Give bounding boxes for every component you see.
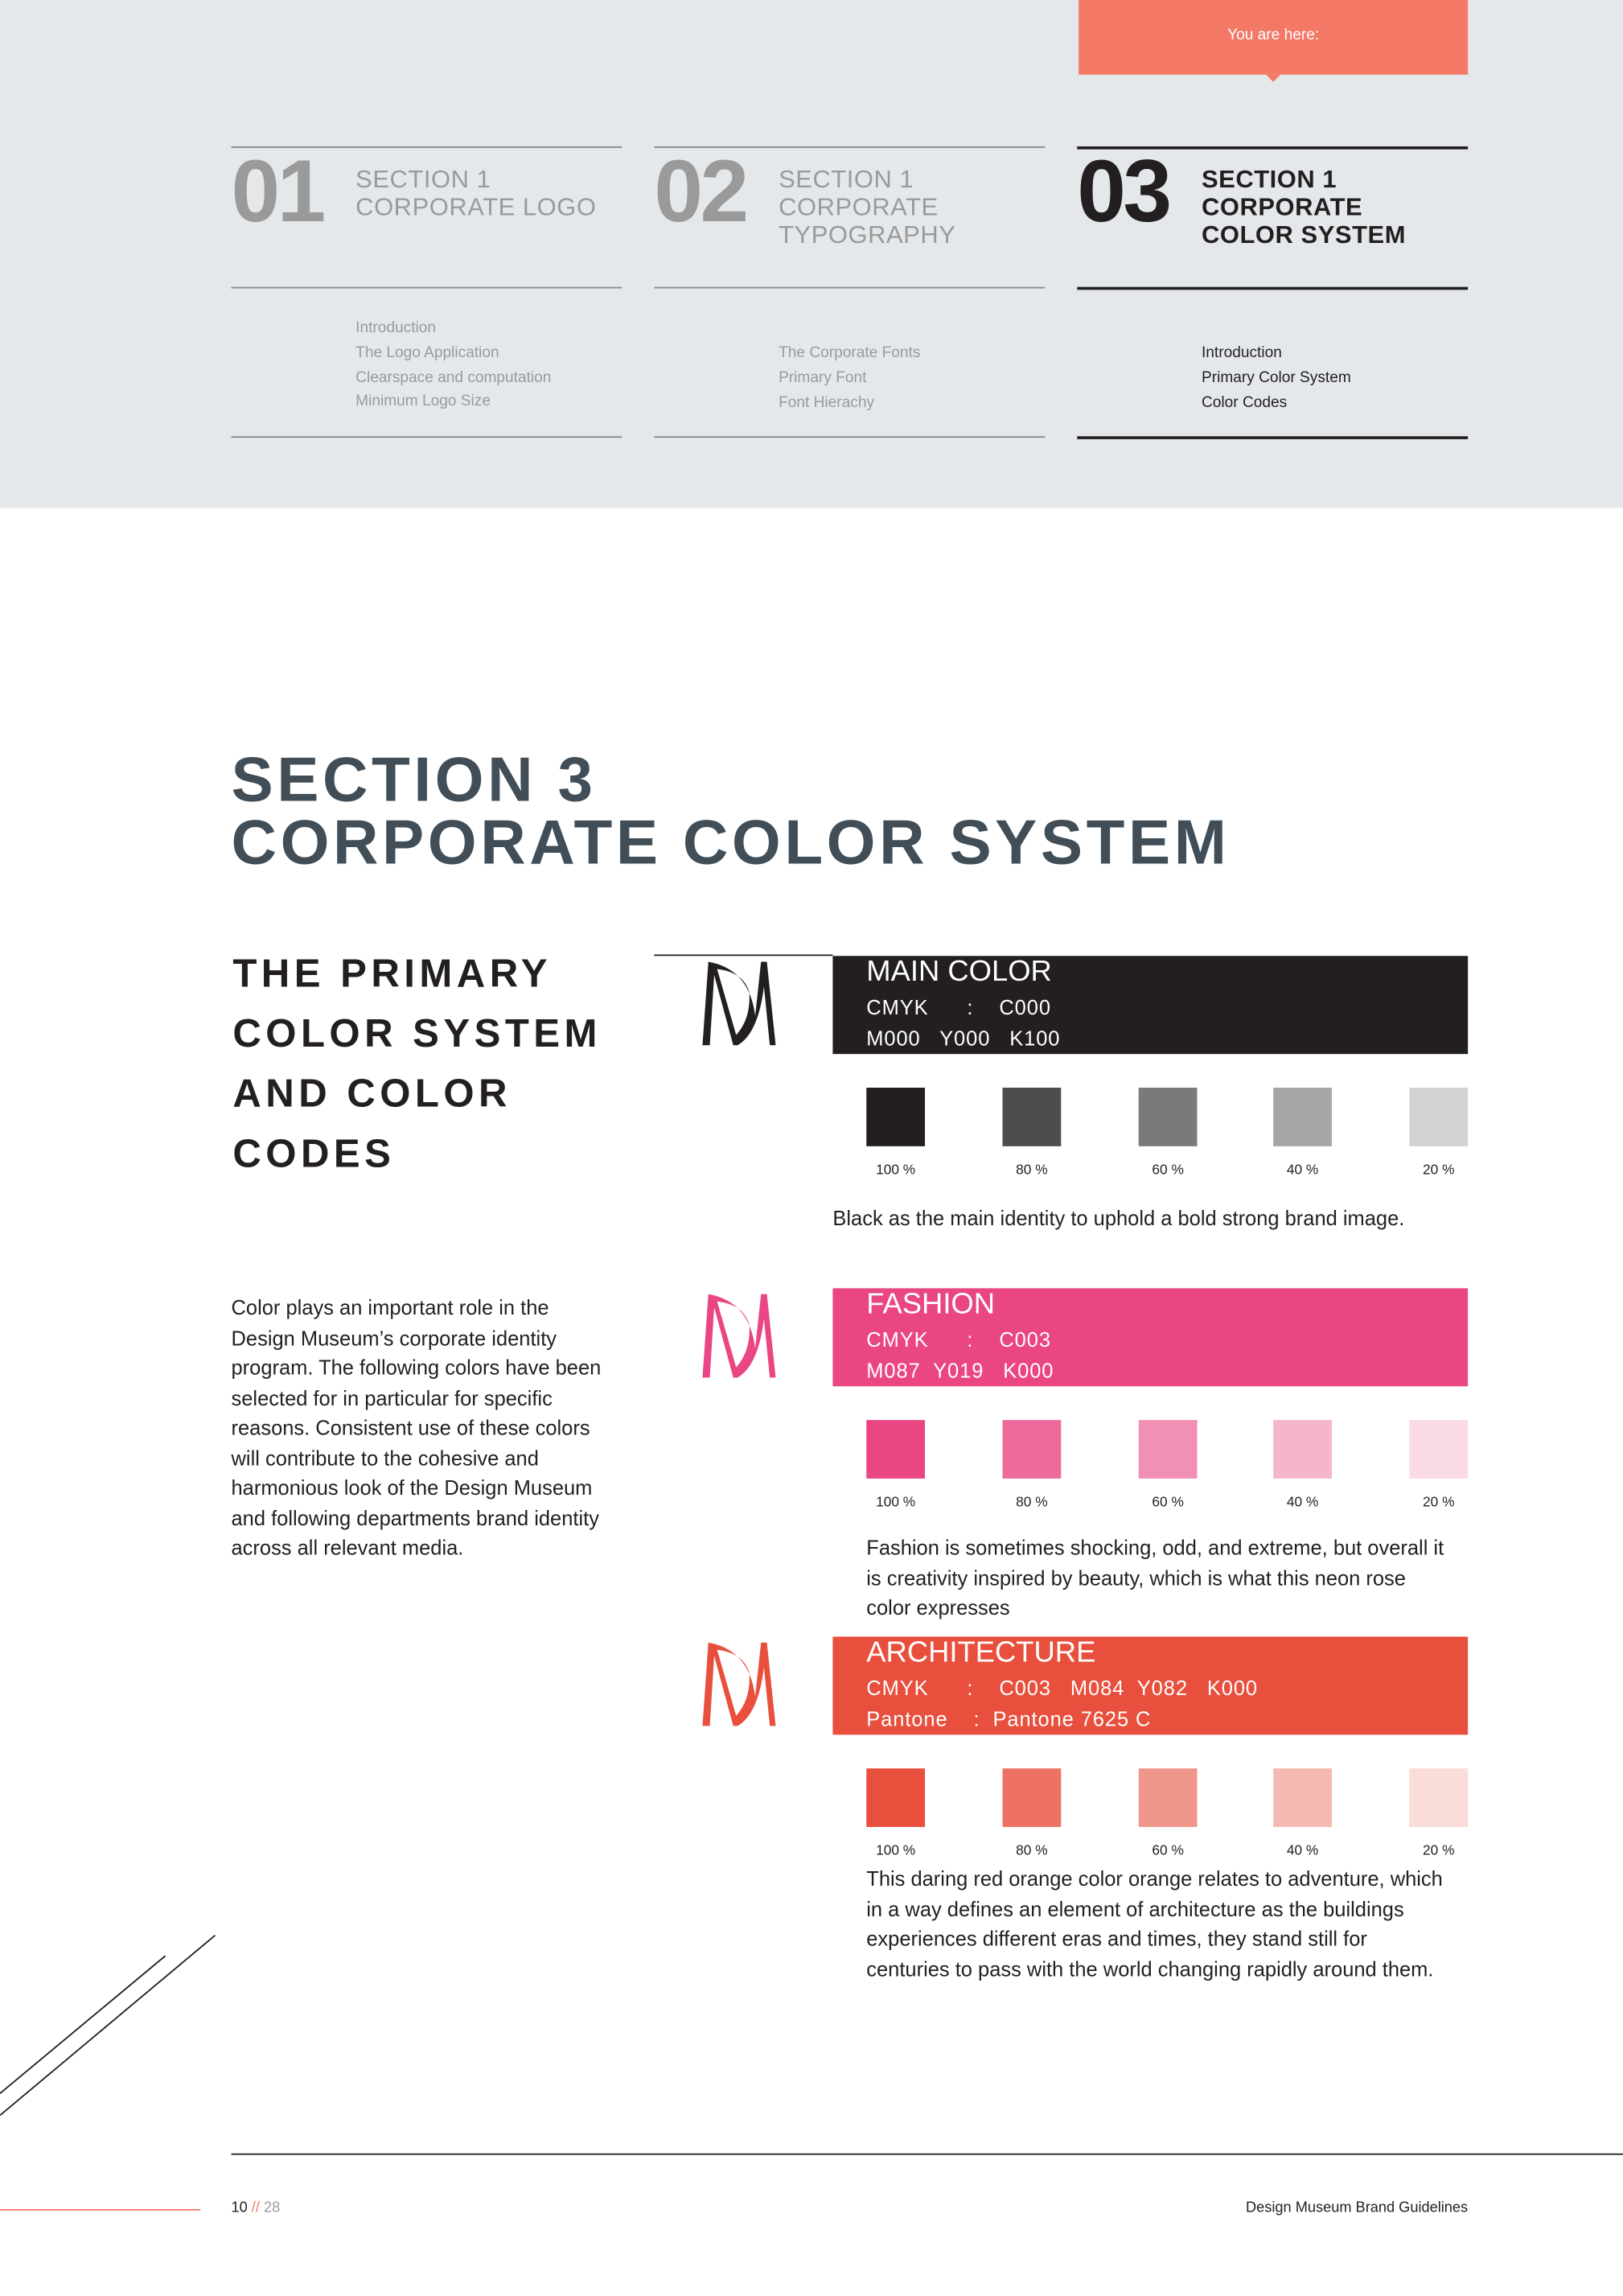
color-swatch (866, 1420, 925, 1479)
nav-link[interactable]: Clearspace and computation (355, 368, 552, 386)
color-swatch (1139, 1088, 1198, 1146)
footer-rule (232, 2154, 1623, 2155)
main-color-description: Black as the main identity to uphold a bold strong brand image. (832, 1206, 1405, 1230)
nav-link[interactable]: Primary Color System (1201, 368, 1351, 387)
you-are-here-marker: You are here: (1079, 0, 1468, 75)
color-name: FASHION (866, 1288, 996, 1321)
tint-label: 60 % (1152, 1843, 1184, 1860)
color-swatch (1273, 1420, 1332, 1479)
nav-link[interactable]: Minimum Logo Size (355, 393, 491, 411)
nav-link[interactable]: Introduction (1201, 344, 1282, 362)
color-name: ARCHITECTURE (866, 1636, 1096, 1669)
tint-label: 40 % (1286, 1162, 1319, 1179)
nav-link[interactable]: Color Codes (1201, 393, 1288, 411)
tint-label: 40 % (1286, 1843, 1319, 1860)
color-code: M000 Y000 K100 (866, 1026, 1061, 1050)
section-number: 02 (654, 142, 746, 241)
decorative-diagonal-lines (0, 1925, 234, 2130)
architecture-bar (832, 1636, 1468, 1734)
color-code: CMYK : C000 (866, 995, 1051, 1019)
section-title: SECTION 1 CORPORATE TYPOGRAPHY (779, 165, 956, 249)
color-swatch (1002, 1420, 1061, 1479)
color-swatch (1002, 1088, 1061, 1146)
tint-label: 80 % (1016, 1843, 1048, 1860)
color-swatch (1409, 1088, 1468, 1146)
color-swatch (1273, 1088, 1332, 1146)
section-navigation-header (0, 0, 1623, 508)
tint-label: 80 % (1016, 1162, 1048, 1179)
tint-label: 80 % (1016, 1494, 1048, 1511)
color-swatch (866, 1088, 925, 1146)
color-code: CMYK : C003 (866, 1327, 1051, 1352)
nav-link[interactable]: The Logo Application (355, 344, 499, 362)
tint-label: 40 % (1286, 1494, 1319, 1511)
section-title: SECTION 1 CORPORATE COLOR SYSTEM (1201, 165, 1407, 249)
color-code: CMYK : C003 M084 Y082 K000 (866, 1676, 1259, 1700)
tint-label: 100 % (876, 1843, 916, 1860)
nav-link[interactable]: The Corporate Fonts (779, 344, 921, 362)
footer-accent-line (0, 2209, 200, 2211)
intro-paragraph: Color plays an important role in the Design Museum’s corporate identity program. The following colors have been selected for in particular for specific reasons. Consistent use of these colors will contribute to the cohesive and harmonious look of the Design Museum and following departments brand identity across all relevant media. (231, 1295, 602, 1559)
main-color-bar (832, 956, 1468, 1054)
section-number: 01 (231, 142, 323, 241)
color-swatch (1409, 1768, 1468, 1827)
tint-label: 20 % (1423, 1494, 1455, 1511)
page-number: 10 // 28 (231, 2200, 281, 2217)
tint-label: 100 % (876, 1494, 916, 1511)
color-name: MAIN COLOR (866, 956, 1052, 989)
page-title: SECTION 3 CORPORATE COLOR SYSTEM (231, 745, 1231, 878)
color-swatch (1139, 1768, 1198, 1827)
document-title: Design Museum Brand Guidelines (1246, 2200, 1469, 2217)
color-swatch (866, 1768, 925, 1827)
design-museum-logo-icon (696, 1638, 793, 1729)
architecture-description: This daring red orange color orange relates to adventure, which in a way defines an element of architecture as the buildings experiences different eras and times, they stand still for centuries to pass with the world changing rapidly around them. (866, 1866, 1443, 1981)
design-museum-logo-icon (696, 1290, 793, 1380)
divider (654, 954, 832, 956)
fashion-bar (832, 1288, 1468, 1386)
design-museum-logo-icon (696, 957, 793, 1048)
nav-link[interactable]: Primary Font (779, 368, 867, 387)
color-swatch (1273, 1768, 1332, 1827)
fashion-description: Fashion is sometimes shocking, odd, and extreme, but overall it is creativity inspired by beauty, which is what this neon rose color expresses (866, 1535, 1444, 1619)
section-number: 03 (1077, 142, 1169, 241)
tint-label: 20 % (1423, 1162, 1455, 1179)
tint-label: 20 % (1423, 1843, 1455, 1860)
color-swatch (1409, 1420, 1468, 1479)
tint-label: 60 % (1152, 1494, 1184, 1511)
color-code: Pantone : Pantone 7625 C (866, 1706, 1152, 1730)
color-swatch (1002, 1768, 1061, 1827)
section-title: SECTION 1 CORPORATE LOGO (355, 165, 597, 221)
tint-label: 60 % (1152, 1162, 1184, 1179)
color-code: M087 Y019 K000 (866, 1358, 1054, 1382)
color-swatch (1139, 1420, 1198, 1479)
subtitle: THE PRIMARY COLOR SYSTEM AND COLOR CODES (232, 951, 602, 1176)
nav-link[interactable]: Font Hierachy (779, 393, 875, 411)
tint-label: 100 % (876, 1162, 916, 1179)
nav-link[interactable]: Introduction (355, 319, 437, 337)
